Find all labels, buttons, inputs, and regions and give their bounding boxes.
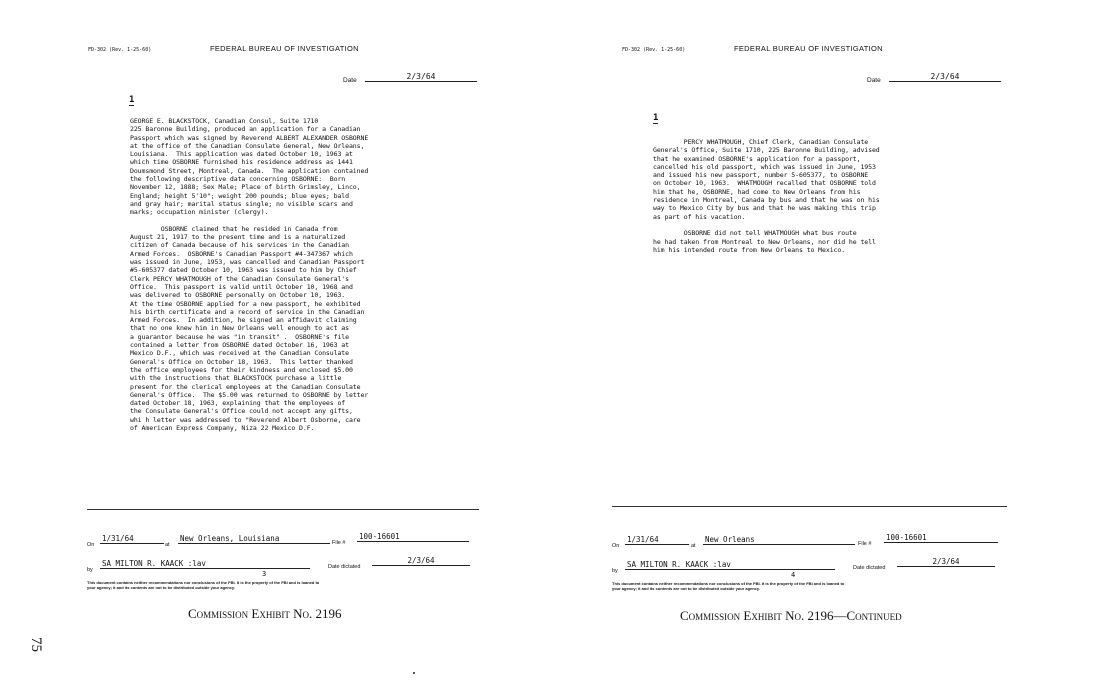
file-label: File # <box>858 541 872 547</box>
agent-name: SA MILTON R. KAACK :lav <box>625 560 835 570</box>
date-value: 2/3/64 <box>889 72 1001 82</box>
on-label: On <box>87 542 95 548</box>
interview-date: 1/31/64 <box>625 535 689 545</box>
interview-location: New Orleans, Louisiana <box>178 534 330 544</box>
separator-line <box>612 506 1007 507</box>
dictated-label: Date dictated <box>853 565 886 571</box>
report-body: PERCY WHATMOUGH, Chief Clerk, Canadian Consulate General's Office, Suite 1710, 225 Baronne Building, advised that he examined OSBORNE's application for a passport, cancelled his old passport, which was issued in June, 1953 and issued his new passport, number 5-605377, to OSBORNE on October 10, 1963. WHATMOUGH recalled that OSBORNE told him that he, OSBORNE, had come to New Orleans from his residence in Montreal, Canada by bus and that he was on his way to Mexico City by bus and that he was making this trip as part of his vacation. OSBORNE did not tell WHATMOUGH what bus route he had taken from Montreal to New Orleans, nor did he tell him his intended route from New Orleans to Mexico. <box>653 138 880 254</box>
page-number: 3 <box>262 570 267 578</box>
date-label: Date <box>867 77 881 84</box>
file-label: File # <box>332 540 346 546</box>
agent-name: SA MILTON R. KAACK :lav <box>100 559 310 569</box>
stray-mark <box>413 672 415 674</box>
file-number: 100-16601 <box>884 533 998 543</box>
file-number: 100-16601 <box>357 532 469 542</box>
exhibit-caption: Commission Exhibit No. 2196—Continued <box>680 608 902 623</box>
form-number: FD-302 (Rev. 1-25-60) <box>88 47 152 53</box>
page-marker: 1 <box>129 95 135 105</box>
at-label: at <box>165 542 170 548</box>
fbi-disclaimer: This document contains neither recommendations nor conclusions of the FBI. It is the property of the FBI and is loaned to your agency; it and its contents are not to be distributed outside your agency. <box>612 581 845 591</box>
date-label: Date <box>343 77 357 84</box>
volume-page-number: 75 <box>28 637 44 652</box>
page-number: 4 <box>791 571 796 579</box>
form-number: FD-302 (Rev. 1-25-60) <box>622 47 686 53</box>
dictated-date: 2/3/64 <box>897 557 995 567</box>
on-label: On <box>612 543 620 549</box>
report-body: GEORGE E. BLACKSTOCK, Canadian Consul, Suite 1710 225 Baronne Building, produced an application for a Canadian Passport which was signed by Reverend ALBERT ALEXANDER OSBORNE at the office of the Canadian Consulate General, New Orleans, Louisiana. This application was dated October 10, 1963 at which time OSBORNE furnished his residence address as 1441 Doumsmond Street, Montreal, Canada. The application contained the following descriptive data concerning OSBORNE: Born November 12, 1888; Sex Male; Place of birth Grimsley, Linco, England; height 5'10"; weight 200 pounds; blue eyes; bald and gray hair; marital status single; no visible scars and marks; occupation minister (clergy). OSBORNE claimed that he resided in Canada from August 21, 1917 to the present time and is a naturalized citizen of Canada because of his services in the Canadian Armed Forces. OSBORNE's Canadian Passport #4-347367 which was issued in June, 1953, was cancelled and Canadian Passport #5-605377 dated October 10, 1963 was issued to him by Chief Clerk PERCY WHATMOUGH of the Canadian Consulate General's Office. This passport is valid until October 10, 1968 and was delivered to OSBORNE personally on October 10, 1963. At the time OSBORNE applied for a new passport, he exhibited his birth certificate and a record of service in the Canadian Armed Forces. In addition, he signed an affidavit claiming that no one knew him in New Orleans well enough to act as a guarantor because he was "in transit" . OSBORNE's file contained a letter from OSBORNE dated October 16, 1963 at Mexico D.F., which was received at the Canadian Consulate General's Office on October 18, 1963. This letter thanked the office employees for their kindness and enclosed $5.00 with the instructions that BLACKSTOCK purchase a little present for the clerical employees at the Canadian Consulate General's Office. The $5.00 was returned to OSBORNE by letter dated October 18, 1963, explaining that the employees of the Consulate General's Office could not accept any gifts, whi h letter was addressed to "Reverend Albert Osborne, care of American Express Company, Niza 22 Mexico D.F. <box>130 117 369 432</box>
agency-header: FEDERAL BUREAU OF INVESTIGATION <box>210 44 359 53</box>
separator-line <box>87 509 479 510</box>
agency-header: FEDERAL BUREAU OF INVESTIGATION <box>734 44 883 53</box>
by-label: by <box>612 568 618 574</box>
dictated-label: Date dictated <box>328 564 361 570</box>
dictated-date: 2/3/64 <box>372 556 470 566</box>
page-marker: 1 <box>653 113 659 123</box>
date-value: 2/3/64 <box>365 72 477 82</box>
exhibit-caption: Commission Exhibit No. 2196 <box>188 606 342 621</box>
fbi-disclaimer: This document contains neither recommendations nor conclusions of the FBI. It is the property of the FBI and is loaned to your agency; it and its contents are not to be distributed outside your agency. <box>87 580 320 590</box>
by-label: by <box>87 567 93 573</box>
interview-location: New Orleans <box>703 535 855 545</box>
interview-date: 1/31/64 <box>100 534 164 544</box>
at-label: at <box>691 543 696 549</box>
right-document-page <box>547 0 1094 691</box>
